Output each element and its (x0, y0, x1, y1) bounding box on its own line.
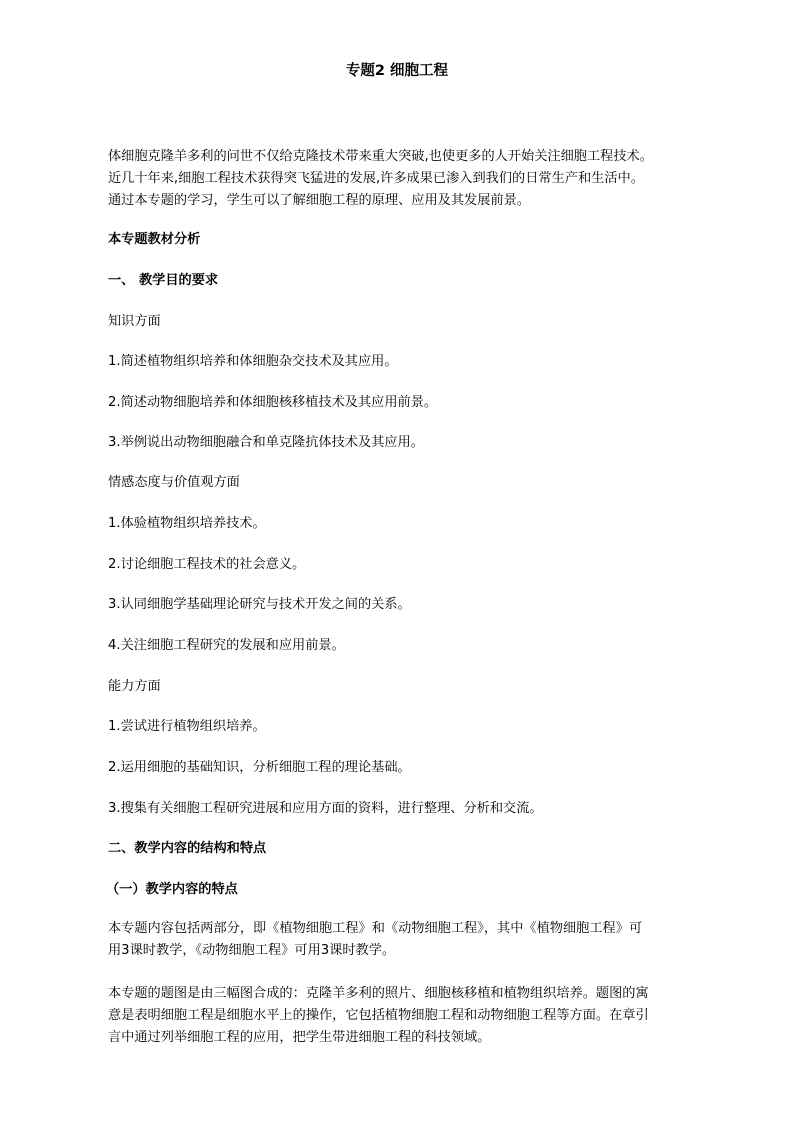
list-item: 1.尝试进行植物组织培养。 (108, 719, 266, 734)
paragraph-line: 本专题的题图是由三幅图合成的：克隆羊多利的照片、细胞核移植和植物组织培养。题图的寓 (108, 986, 649, 1001)
intro-line: 通过本专题的学习，学生可以了解细胞工程的原理、应用及其发展前景。 (108, 193, 530, 208)
subheading-content-features: （一）教学内容的特点 (106, 882, 238, 897)
label-emotion-values: 情感态度与价值观方面 (108, 475, 240, 490)
heading-content-structure: 二、教学内容的结构和特点 (108, 841, 267, 856)
list-item: 3.举例说出动物细胞融合和单克隆抗体技术及其应用。 (108, 435, 424, 450)
section-heading-analysis: 本专题教材分析 (108, 232, 201, 247)
list-item: 3.认同细胞学基础理论研究与技术开发之间的关系。 (108, 597, 411, 612)
paragraph (108, 918, 688, 962)
heading-teaching-goals: 一、 教学目的要求 (108, 273, 219, 288)
page-title: 专题2 细胞工程 (345, 63, 449, 79)
intro-paragraph (108, 146, 688, 212)
intro-line: 体细胞克隆羊多利的问世不仅给克隆技术带来重大突破,也使更多的人开始关注细胞工程技术。 (108, 149, 653, 164)
paragraph-line: 本专题内容包括两部分，即《植物细胞工程》和《动物细胞工程》，其中《植物细胞工程》可 (108, 921, 643, 936)
label-ability: 能力方面 (108, 679, 161, 694)
list-item: 2.运用细胞的基础知识，分析细胞工程的理论基础。 (108, 760, 411, 775)
list-item: 3.搜集有关细胞工程研究进展和应用方面的资料，进行整理、分析和交流。 (108, 801, 543, 816)
list-item: 2.讨论细胞工程技术的社会意义。 (108, 557, 306, 572)
list-item: 2.简述动物细胞培养和体细胞核移植技术及其应用前景。 (108, 395, 438, 410)
paragraph-line: 用3课时教学，《动物细胞工程》可用3课时教学。 (108, 943, 396, 958)
paragraph (108, 983, 688, 1049)
list-item: 1.简述植物组织培养和体细胞杂交技术及其应用。 (108, 354, 398, 369)
paragraph-line: 言中通过列举细胞工程的应用，把学生带进细胞工程的科技领域。 (108, 1030, 491, 1045)
intro-line: 近几十年来,细胞工程技术获得突飞猛进的发展,许多成果已渗入到我们的日常生产和生活中。 (108, 171, 644, 186)
list-item: 1.体验植物组织培养技术。 (108, 516, 266, 531)
label-knowledge: 知识方面 (108, 314, 161, 329)
paragraph-line: 意是表明细胞工程是细胞水平上的操作，它包括植物细胞工程和动物细胞工程等方面。在章引 (108, 1008, 649, 1023)
list-item: 4.关注细胞工程研究的发展和应用前景。 (108, 638, 345, 653)
